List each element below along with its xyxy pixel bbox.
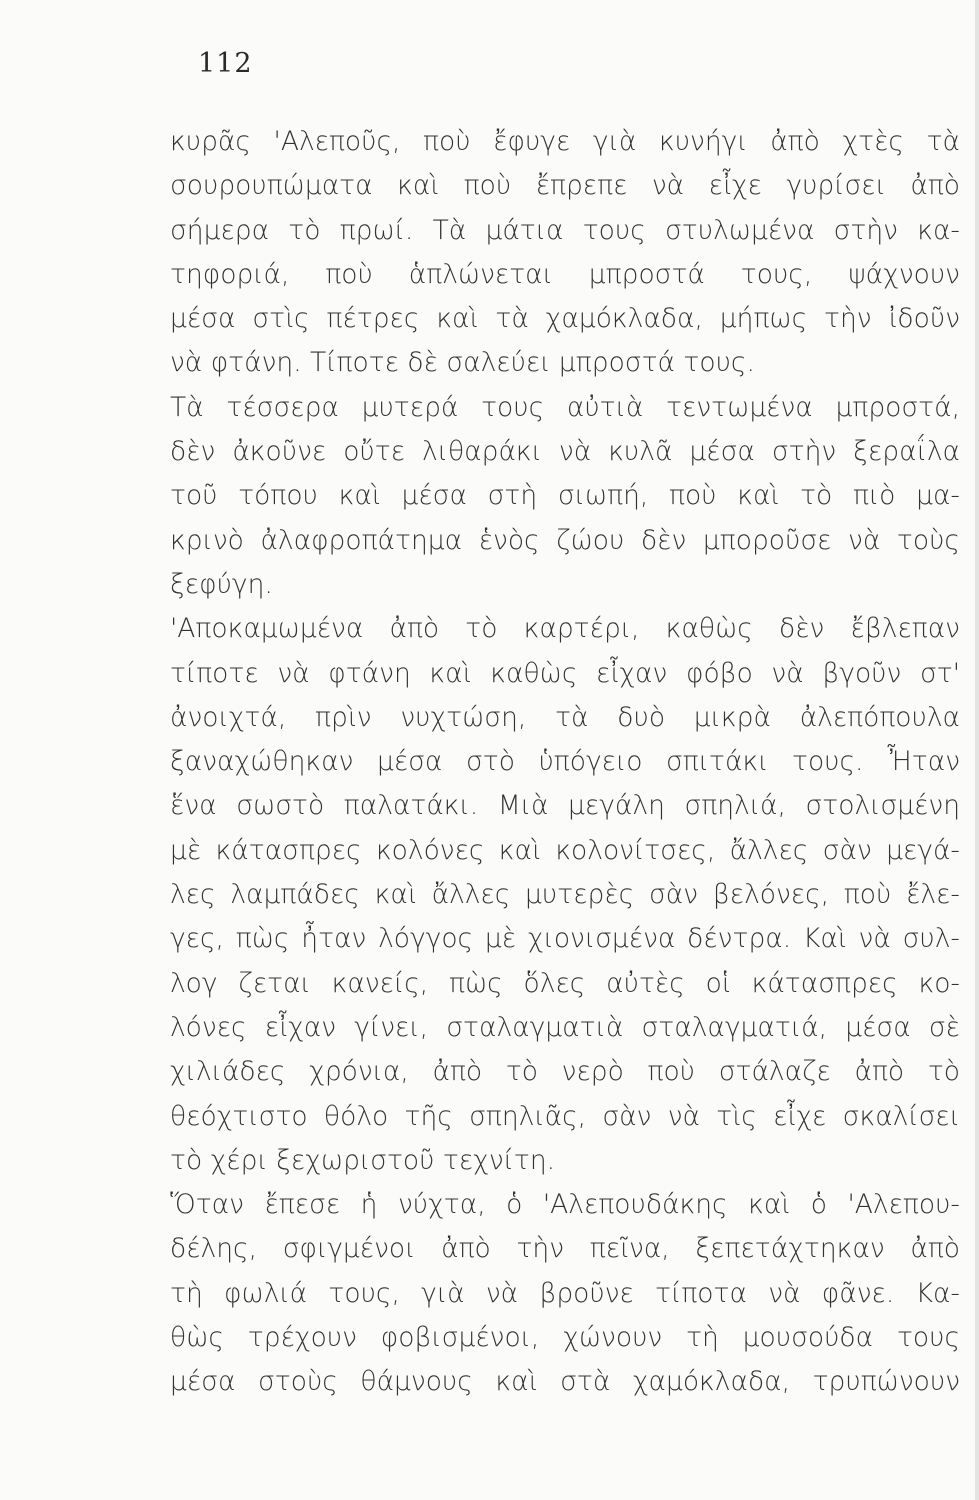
- text-line: Ὅταν ἔπεσε ἡ νύχτα, ὁ 'Αλεπουδάκης καὶ ὁ 'Αλεπου-: [170, 1189, 960, 1221]
- text-line: χιλιάδες χρόνια, ἀπὸ τὸ νερὸ ποὺ στάλαζε ἀπὸ τὸ: [170, 1056, 960, 1088]
- text-line: θὼς τρέχουν φοβισμένοι, χώνουν τὴ μουσούδα τους: [170, 1322, 960, 1354]
- text-line: μέσα στοὺς θάμνους καὶ στὰ χαμόκλαδα, τρυπώνουν: [170, 1366, 960, 1398]
- text-line: δὲν ἀκοῦνε οὔτε λιθαράκι νὰ κυλᾶ μέσα στὴν ξεραΐλα: [170, 436, 960, 468]
- text-line: 'Αποκαμωμένα ἀπὸ τὸ καρτέρι, καθὼς δὲν ἔβλεπαν: [170, 613, 960, 645]
- text-line: λογ ζεται κανείς, πὼς ὅλες αὐτὲς οἱ κάτασπρες κο-: [170, 967, 960, 999]
- text-line: δέλης, σφιγμένοι ἀπὸ τὴν πεῖνα, ξεπετάχτηκαν ἀπὸ: [170, 1233, 960, 1265]
- text-line: σήμερα τὸ πρωί. Τὰ μάτια τους στυλωμένα στὴν κα-: [170, 214, 960, 246]
- text-line: τίποτε νὰ φτάνη καὶ καθὼς εἶχαν φόβο νὰ βγοῦν στ': [170, 657, 960, 689]
- text-line: τοῦ τόπου καὶ μέσα στὴ σιωπή, ποὺ καὶ τὸ πιὸ μα-: [170, 480, 960, 512]
- text-line: κρινὸ ἀλαφροπάτημα ἑνὸς ζώου δὲν μποροῦσε νὰ τοὺς: [170, 524, 960, 556]
- text-line: λες λαμπάδες καὶ ἄλλες μυτερὲς σὰν βελόνες, ποὺ ἔλε-: [170, 879, 960, 911]
- text-line: νὰ φτάνη. Τίποτε δὲ σαλεύει μπροστά τους.: [170, 347, 755, 379]
- body-text: [170, 120, 960, 1405]
- page-number: 112: [198, 48, 253, 79]
- page-edge: [975, 0, 979, 1500]
- text-line: σουρουπώματα καὶ ποὺ ἔπρεπε νὰ εἶχε γυρίσει ἀπὸ: [170, 170, 960, 202]
- text-line: μὲ κάτασπρες κολόνες καὶ κολονίτσες, ἄλλες σὰν μεγά-: [170, 834, 960, 866]
- text-line: τὸ χέρι ξεχωριστοῦ τεχνίτη.: [170, 1144, 556, 1176]
- text-line: ἀνοιχτά, πρὶν νυχτώση, τὰ δυὸ μικρὰ ἀλεπόπουλα: [170, 701, 960, 733]
- text-line: λόνες εἶχαν γίνει, σταλαγματιὰ σταλαγματιά, μέσα σὲ: [170, 1011, 960, 1043]
- text-line: κυρᾶς 'Αλεποῦς, ποὺ ἔφυγε γιὰ κυνήγι ἀπὸ χτὲς τὰ: [170, 126, 960, 157]
- text-line: ξαναχώθηκαν μέσα στὸ ὑπόγειο σπιτάκι τους. Ἦταν: [170, 746, 960, 778]
- text-line: ἕνα σωστὸ παλατάκι. Μιὰ μεγάλη σπηλιά, στολισμένη: [170, 790, 960, 822]
- text-line: ξεφύγη.: [170, 568, 273, 600]
- text-line: θεόχτιστο θόλο τῆς σπηλιᾶς, σὰν νὰ τὶς εἶχε σκαλίσει: [170, 1100, 960, 1132]
- text-line: τὴ φωλιά τους, γιὰ νὰ βροῦνε τίποτα νὰ φᾶνε. Κα-: [170, 1277, 960, 1309]
- text-line: μέσα στὶς πέτρες καὶ τὰ χαμόκλαδα, μήπως τὴν ἰδοῦν: [170, 303, 960, 335]
- text-line: Τὰ τέσσερα μυτερά τους αὐτιὰ τεντωμένα μπροστά,: [170, 391, 960, 423]
- text-line: τηφοριά, ποὺ ἁπλώνεται μπροστά τους, ψάχνουν: [170, 258, 960, 290]
- text-line: γες, πὼς ἦταν λόγγος μὲ χιονισμένα δέντρα. Καὶ νὰ συλ-: [170, 923, 960, 955]
